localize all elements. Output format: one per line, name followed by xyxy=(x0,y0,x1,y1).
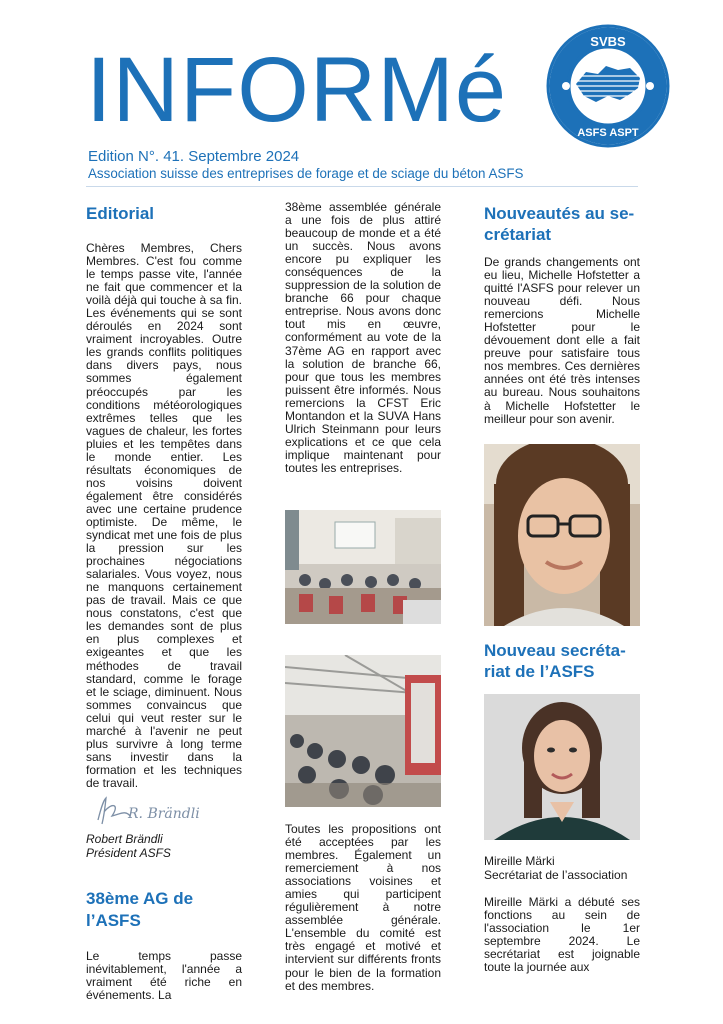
photo-caption-role: Secrétariat de l’association xyxy=(484,868,628,882)
secretariat-news-heading-line2: crétariat xyxy=(484,225,552,244)
signature-script: R. Brändli xyxy=(128,806,200,822)
new-secretariat-heading-line1: Nouveau secréta- xyxy=(484,641,626,660)
svbs-asfs-logo xyxy=(546,24,670,148)
logo-bottom-text: ASFS ASPT xyxy=(577,127,639,139)
new-secretariat-body: Mireille Märki a débuté ses fonctions au sein de l'association le 1er septembre 2024. Le secrétariat est joignable toute la journée aux xyxy=(484,895,640,975)
editorial-heading: Editorial xyxy=(86,204,155,223)
ag-intro: Le temps passe inévitablement, l'année a vraiment été riche en événements. La xyxy=(86,949,242,1003)
edition-line: Edition N°. 41. Septembre 2024 xyxy=(88,148,300,165)
association-line: Association suisse des entreprises de forage et de sciage du béton ASFS xyxy=(88,166,524,181)
new-secretariat-heading-line2: riat de l’ASFS xyxy=(484,662,595,681)
michelle-hofstetter-photo xyxy=(484,444,640,626)
ag-heading-line2: l’ASFS xyxy=(86,911,141,930)
assembly-photo-1 xyxy=(285,510,441,624)
assembly-photo-2 xyxy=(285,655,441,807)
header-divider xyxy=(86,186,638,187)
signature-role: Président ASFS xyxy=(86,846,171,860)
logo-top-text: SVBS xyxy=(590,34,626,49)
editorial-body: Chères Membres, Chers Membres. C'est fou comme le temps passe vite, l'année ne fait que commencer et la voilà déjà qui touche à sa fin. Les événements qui se sont déroulés en 2024 sont vraiment incroyables. Outre les grands conflits politiques dans divers pays, nous sommes également préoccupés par les conditions météorologiques extrêmes telles que les vagues de chaleur, les fortes pluies et les tempêtes dans le monde entier. Les résultats économiques de nos voisins doivent également être considérés avec une certaine prudence optimiste. De même, le syndicat met une fois de plus la pression sur les prochaines négociations salariales. Vous voyez, nous ne manquons certainement pas de travail. Mais ce que nous constatons, c'est que les demandes sont de plus en plus complexes et exigeantes et que les méthodes de travail standard, comme le forage et le sciage, diminuent. Nous sommes convaincus que celui qui veut rester sur le marché à l'avenir ne peut plus survivre à long terme sans investir dans la formation et les techniques de travail. xyxy=(86,241,242,790)
newsletter-title: INFORMé xyxy=(86,39,507,141)
photo-caption-name: Mireille Märki xyxy=(484,854,555,868)
signature-name: Robert Brändli xyxy=(86,832,163,846)
mireille-marki-photo xyxy=(484,694,640,840)
secretariat-news-heading-line1: Nouveautés au se- xyxy=(484,204,635,223)
ag-body-top: 38ème assemblée générale a une fois de plus attiré beaucoup de monde et a été un succès. Nous avons encore pu expliquer les conséquences de la suppression de la solution de branche 66 pour chaque entreprise. Nous avons donc tout mis en œuvre, conformément au vote de la 37ème AG en rapport avec la solution de branche 66, pour que tous les membres puissent être informés. Nous remercions la CFST Eric Montandon et la SUVA Hans Ulrich Steinmann pour leurs explications et ce que cela implique maintenant pour toutes les entreprises. xyxy=(285,200,441,475)
ag-heading-line1: 38ème AG de xyxy=(86,889,194,908)
secretariat-news-body: De grands changements ont eu lieu, Michelle Hofstetter a quitté l'ASFS pour relever un nouveau défi. Nous remercions Michelle Hofstetter pour le dévouement dont elle a fait preuve pour satisfaire tous nos membres. Ces dernières années ont été très intenses au bureau. Nous souhaitons à Michelle Hofstetter le meilleur pour son avenir. xyxy=(484,255,640,426)
signature-image xyxy=(90,794,220,828)
ag-body-bottom: Toutes les propositions ont été acceptées par les membres. Également un remerciement à nos associations voisines et amies qui participent régulièrement à notre assemblée générale. L'ensemble du comité est très engagé et motivé et intervient sur différents fronts pour le bien de la formation et des membres. xyxy=(285,822,441,993)
